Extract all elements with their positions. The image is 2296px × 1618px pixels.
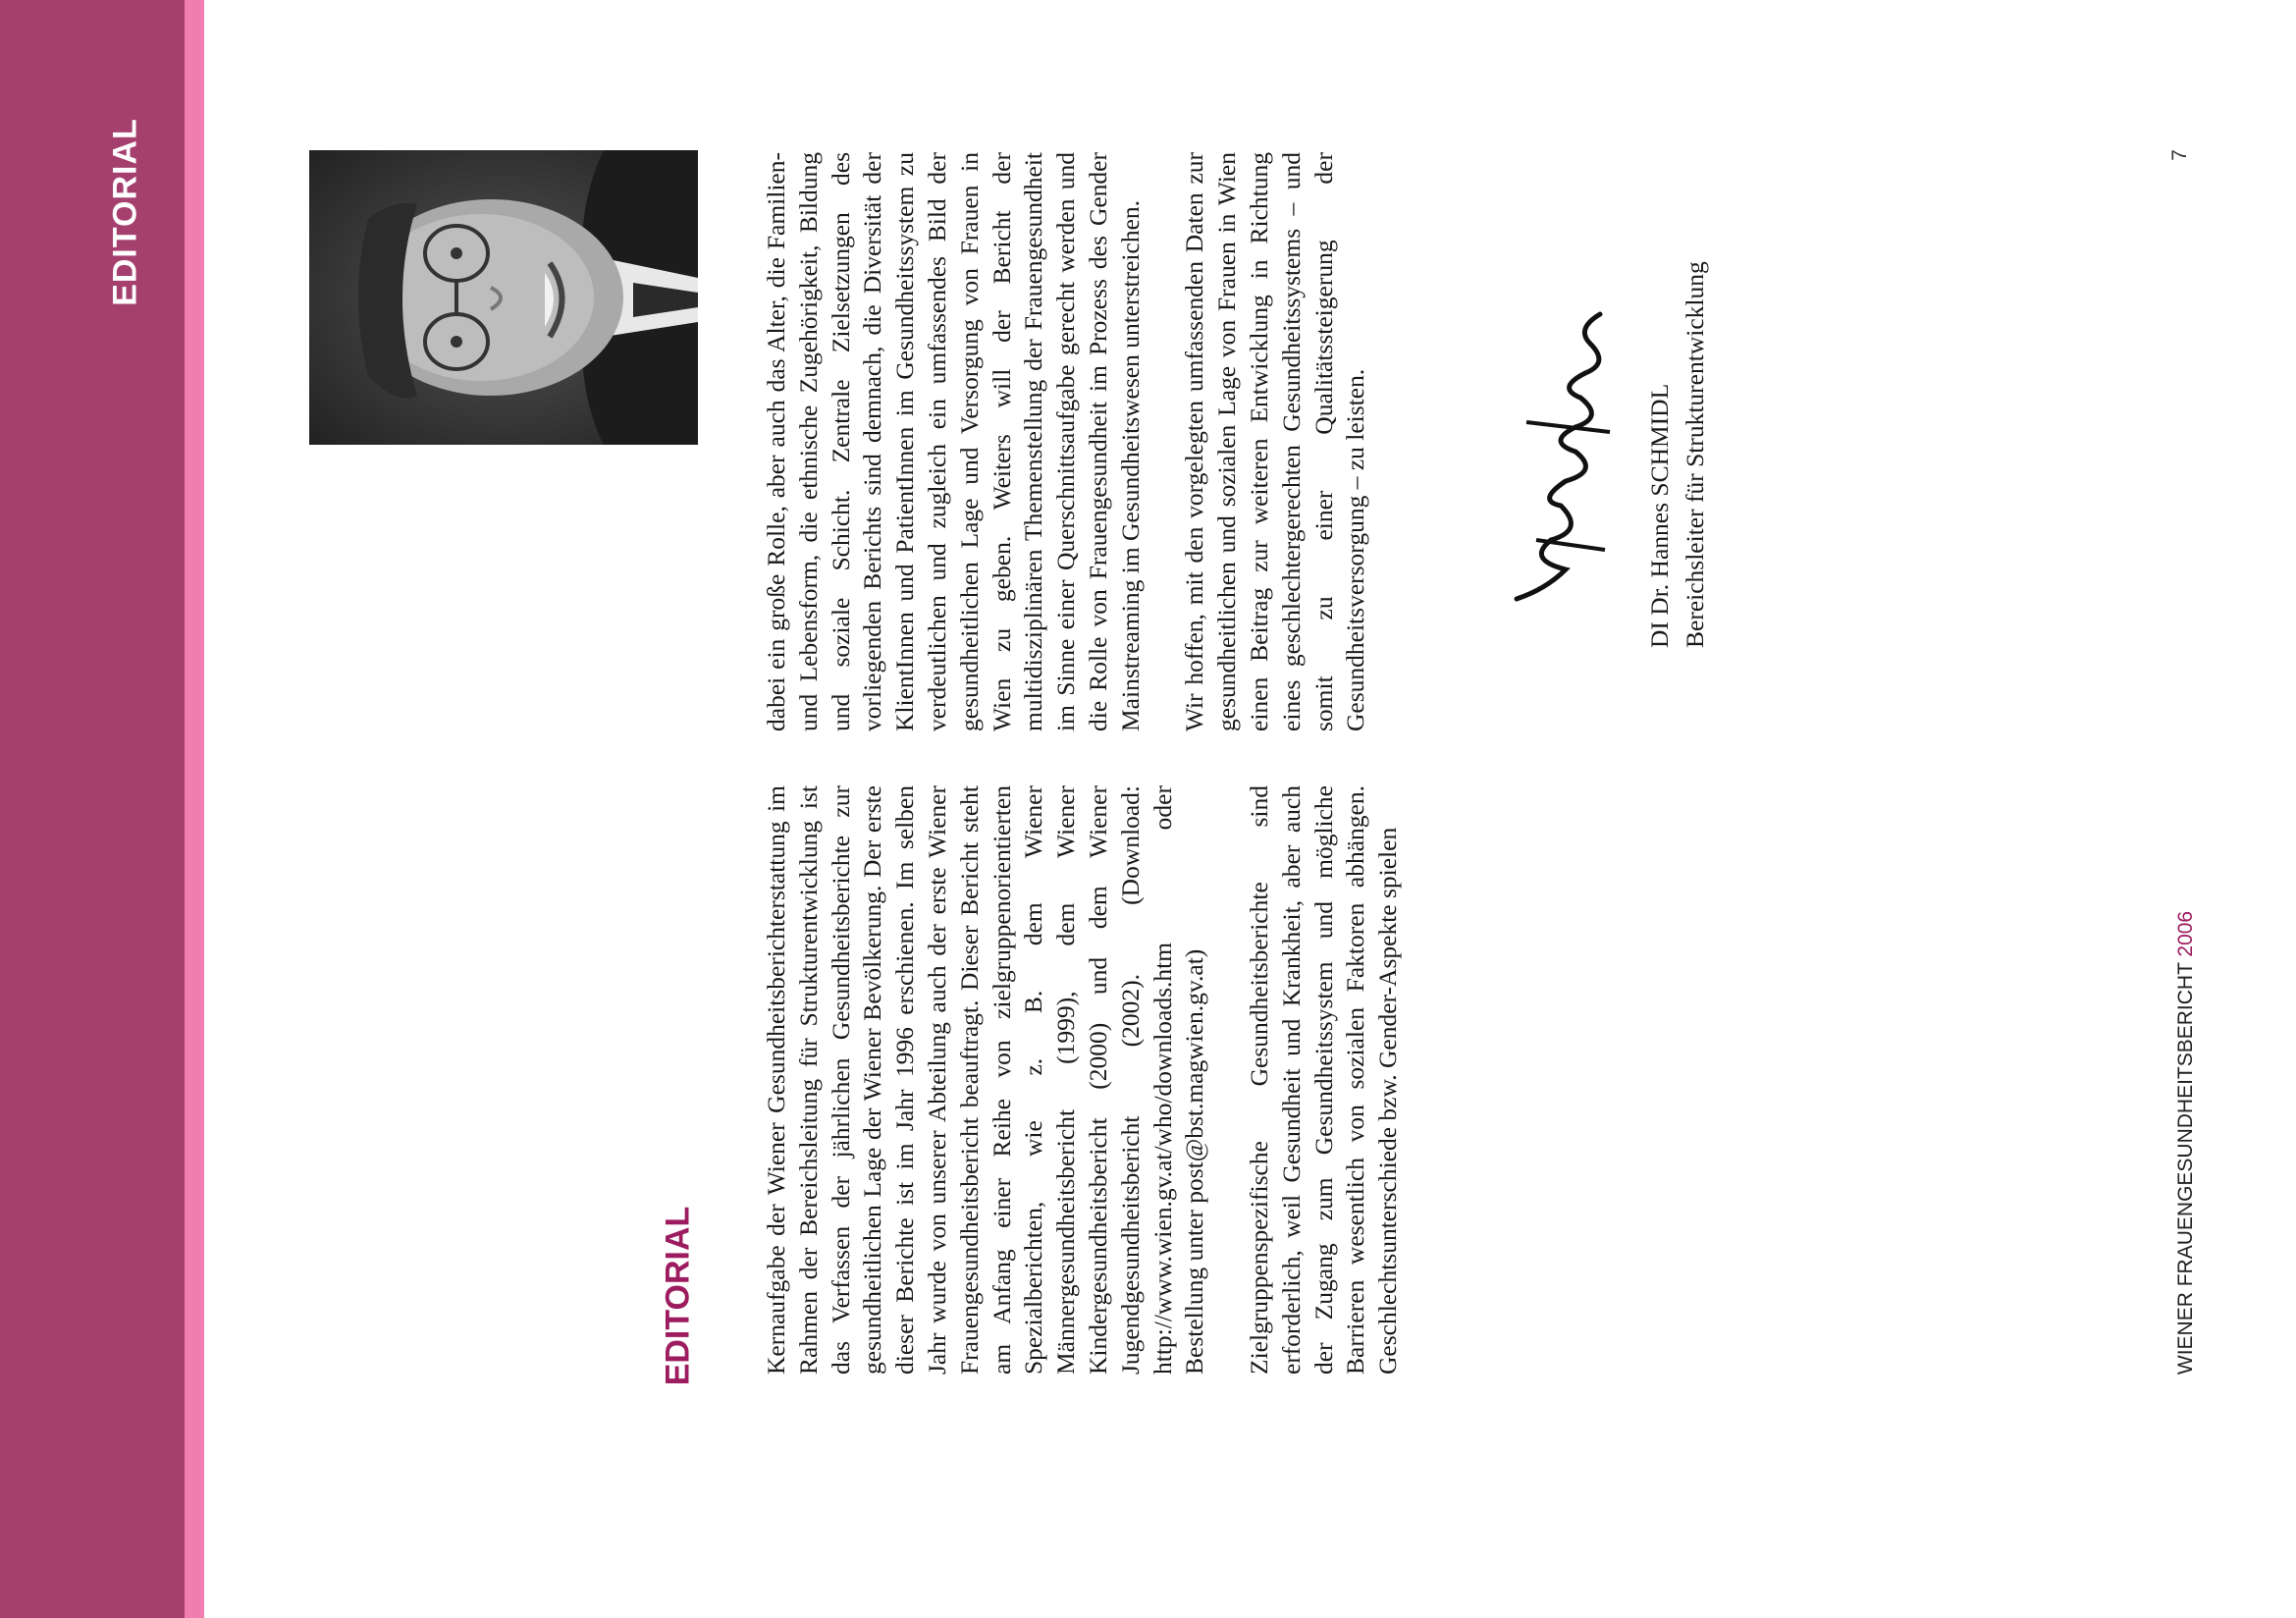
footer-publication-title (2174, 911, 2198, 1375)
signature-role: Bereichsleiter für Strukturentwicklung (1681, 261, 1709, 648)
body-column-left (761, 785, 1405, 1375)
paragraph: Kernaufgabe der Wiener Gesundheitsberichterstattung im Rahmen der Bereichsleitung für Strukturentwicklung ist das Verfassen der jährlichen Gesundheitsberichte zur gesundheitlichen Lage der Wiener Bevölkerung. Der erste dieser Berichte ist im Jahr 1996 erschienen. Im selben Jahr wurde von unserer Abteilung auch der erste Wiener Frauengesundheitsbericht beauftragt. Dieser Bericht steht am Anfang einer Reihe von zielgruppenorientierten Spezialberichten, wie z. B. dem Wiener Männergesundheitsbericht (1999), dem Wiener Kindergesundheitsbericht (2000) und dem Wiener Jugendgesundheitsbericht (2002). (Download: http://www.wien.gv.at/who/downloads.htm oder Bestellung unter post@bst.magwien.gv.at) (762, 785, 1209, 1375)
page-title: EDITORIAL (659, 1206, 697, 1386)
side-band-accent (185, 0, 204, 1618)
handwritten-signature (1507, 304, 1620, 609)
paragraph: Zielgruppenspezifische Gesundheitsberichte sind erforderlich, weil Gesundheit und Krankheit, aber auch der Zugang zum Gesundheitssystem und mögliche Barrieren wesentlich von sozialen Faktoren abhängen. Geschlechtsunterschiede bzw. Gender-Aspekte spielen (1244, 785, 1403, 1375)
side-section-title: EDITORIAL (106, 118, 144, 306)
signature-block (1642, 157, 1713, 648)
side-band (0, 0, 185, 1618)
body-column-right (761, 152, 1372, 731)
footer-title-text: WIENER FRAUENGESUNDHEITSBERICHT (2174, 962, 2197, 1375)
page-number: 7 (2168, 149, 2191, 161)
paragraph: Wir hoffen, mit den vorgelegten umfassenden Daten zur gesundheitlichen und sozialen Lage von Frauen in Wien einen Beitrag zur weiteren Entwicklung in Richtung eines geschlechtergerechten Gesundheitssystems – und somit zu einer Qualitätssteigerung der Gesundheitsversorgung – zu leisten. (1180, 152, 1370, 731)
author-portrait-photo (309, 150, 698, 445)
footer-year: 2006 (2174, 910, 2197, 957)
signature-name: DI Dr. Hannes SCHMIDL (1645, 383, 1674, 648)
paragraph: dabei ein große Rolle, aber auch das Alter, die Familien- und Lebensform, die ethnische Zugehörigkeit, Bildung und soziale Schicht. Zentrale Zielsetzungen des vorliegenden Berichts sind demnach, die Diversität der KlientInnen und PatientInnen im Gesundheitssystem zu verdeutlichen und zugleich ein umfassendes Bild der gesundheitlichen Lage und Versorgung von Frauen in Wien zu geben. Weiters will der Bericht der multidisziplinären Themenstellung der Frauengesundheit im Sinne einer Querschnittsaufgabe gerecht werden und die Rolle von Frauengesundheit im Prozess des Gender Mainstreaming im Gesundheitswesen unterstreichen. (762, 152, 1145, 731)
